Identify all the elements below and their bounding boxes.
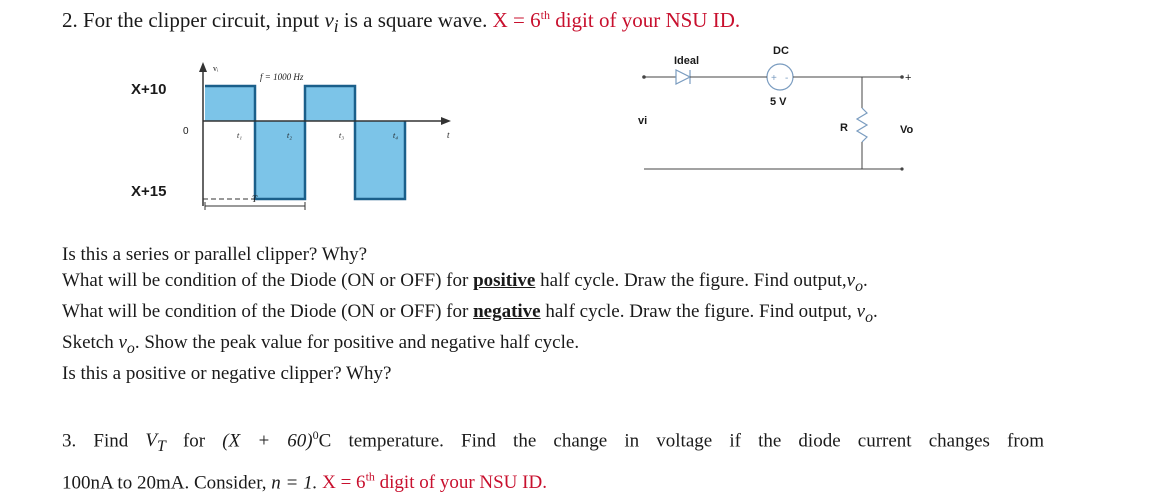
question-item xyxy=(62,242,878,268)
question-2-heading xyxy=(62,8,740,37)
q3-line-1 xyxy=(62,420,1044,462)
ideal-label: Ideal xyxy=(674,55,700,67)
diode-symbol xyxy=(676,70,706,84)
question-text: half cycle. Draw the figure. Find output, xyxy=(540,300,857,322)
question-text: What will be condition of the Diode (ON or OFF) for xyxy=(62,300,474,322)
t4-label: t₄ xyxy=(393,131,399,140)
question-text: What will be condition of the Diode (ON or OFF) for xyxy=(62,269,474,291)
period-label: T xyxy=(252,194,258,204)
clipper-circuit xyxy=(600,40,930,190)
source-minus: - xyxy=(785,73,789,84)
q3-text: 100nA to 20mA. Consider, xyxy=(62,472,272,494)
zero-label: 0 xyxy=(183,126,189,137)
x-sup: th xyxy=(540,8,550,22)
x-definition xyxy=(493,8,741,32)
t1-label: t₁ xyxy=(237,131,243,140)
q3-line-2 xyxy=(62,462,1044,498)
vo-label: Vo xyxy=(900,124,914,136)
node-right xyxy=(900,75,904,79)
vo-var: v xyxy=(118,332,127,354)
bottom-level-label: X+15 xyxy=(131,183,167,200)
question-item xyxy=(62,268,878,299)
x-post: digit of your NSU ID. xyxy=(374,472,547,494)
degree-sup: 0 xyxy=(312,428,319,442)
t2-label: t₂ xyxy=(287,131,293,140)
question-text: half cycle. Draw the figure. Find output, xyxy=(535,269,847,291)
x-sup: th xyxy=(365,470,375,485)
node-left xyxy=(642,75,646,79)
node-bottom-right xyxy=(900,167,903,170)
x-eq: X = 6 xyxy=(322,472,366,494)
question-text: Is this a positive or negative clipper? Why? xyxy=(62,363,392,385)
question-text: . Show the peak value for positive and negative half cycle. xyxy=(134,332,580,354)
question-item xyxy=(62,299,878,330)
t-axis-label: t xyxy=(447,130,450,140)
vi-circuit-label: vi xyxy=(638,115,648,127)
question-list xyxy=(62,242,878,387)
square-wave-figure xyxy=(125,56,465,216)
y-axis-arrow xyxy=(199,62,207,72)
resistor-symbol xyxy=(857,108,867,142)
period: . xyxy=(873,300,878,322)
period: . xyxy=(863,269,868,291)
question-text: Sketch xyxy=(62,332,119,354)
q2-text-2: is a square wave. xyxy=(338,8,493,32)
negative-keyword: negative xyxy=(473,300,541,322)
source-plus: + xyxy=(771,73,777,84)
vi-label: vᵢ xyxy=(213,64,219,73)
x-definition-2 xyxy=(322,472,547,493)
q3-text: C temperature. Find the change in voltage if the diode current changes from xyxy=(318,430,1044,452)
q3-text: for xyxy=(165,430,223,452)
x-eq: X = 6 xyxy=(492,8,541,32)
vo-sub: o xyxy=(855,277,864,295)
t3-label: t₃ xyxy=(339,131,345,140)
vo-sub: o xyxy=(126,339,135,357)
source-value-label: 5 V xyxy=(770,96,787,108)
x-post: digit of your NSU ID. xyxy=(549,8,741,32)
vo-var: v xyxy=(856,300,866,322)
temperature-expression: (X + 60) xyxy=(222,430,313,452)
q3-text: 3. Find xyxy=(62,430,146,452)
vo-sub: o xyxy=(865,308,874,326)
vt-sub: T xyxy=(157,438,166,456)
t-axis-arrow xyxy=(441,117,451,125)
output-plus: + xyxy=(905,72,912,84)
wave-pulse-neg-1 xyxy=(255,121,305,199)
positive-keyword: positive xyxy=(473,269,536,291)
vt-var: V xyxy=(145,430,157,452)
vi-var: v xyxy=(324,8,334,32)
vo-var: v xyxy=(846,269,856,291)
question-text: Is this a series or parallel clipper? Why? xyxy=(62,244,368,265)
frequency-label: f = 1000 Hz xyxy=(260,72,304,82)
q2-text: 2. For the clipper circuit, input xyxy=(62,8,325,32)
top-level-label: X+10 xyxy=(131,81,167,98)
resistor-label: R xyxy=(840,122,848,134)
question-3 xyxy=(62,420,1044,498)
question-item xyxy=(62,361,878,387)
dc-source-symbol xyxy=(760,64,820,90)
question-item xyxy=(62,330,878,361)
wave-pulse-pos-1 xyxy=(205,86,255,121)
n-equation: n = 1. xyxy=(271,472,323,494)
dc-label: DC xyxy=(773,45,789,57)
wave-pulse-pos-2 xyxy=(305,86,355,121)
vi-sub: i xyxy=(333,16,339,37)
